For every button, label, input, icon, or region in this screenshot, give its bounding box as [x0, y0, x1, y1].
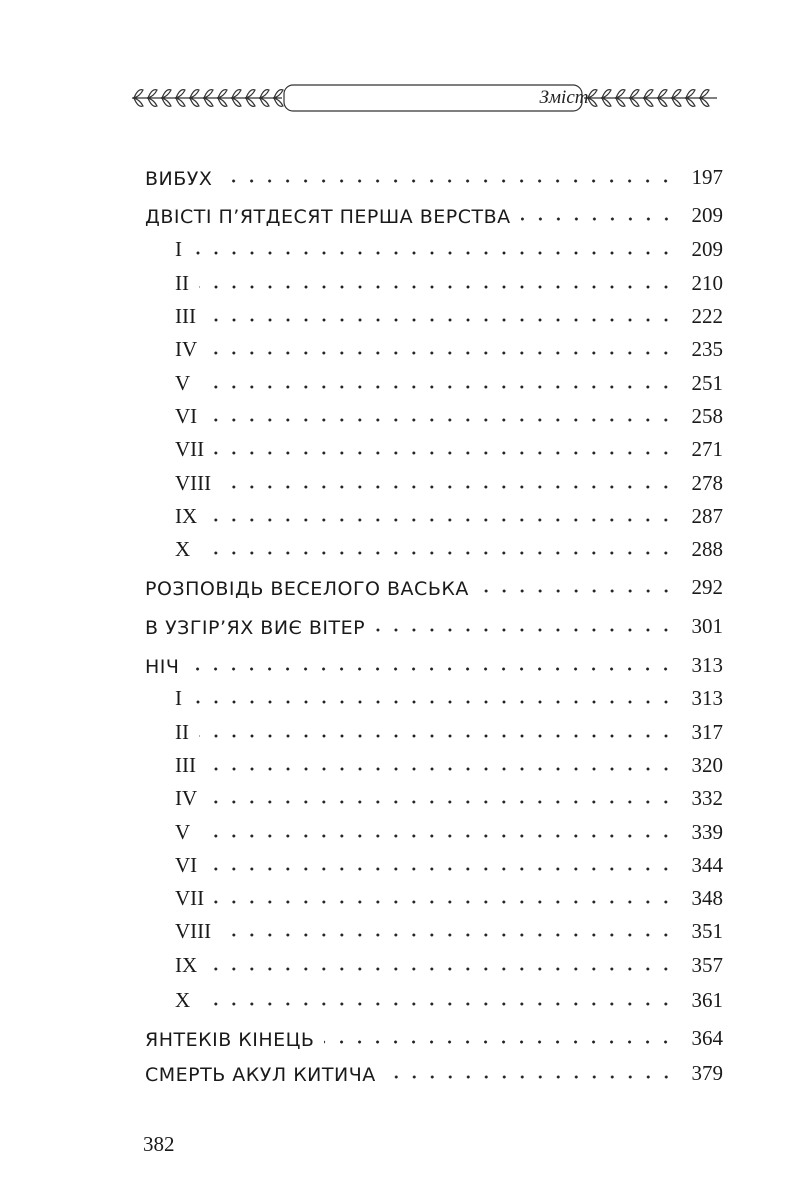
toc-chapter[interactable]	[145, 198, 723, 228]
toc-entry-title: СМЕРТЬ АКУЛ КИТИЧА	[145, 1064, 376, 1086]
toc-section[interactable]	[145, 266, 723, 296]
toc-section[interactable]	[145, 432, 723, 462]
toc-entry-page: 357	[691, 953, 723, 977]
toc-entry-page: 313	[691, 653, 723, 677]
toc-entry-page: 292	[691, 575, 723, 599]
toc-entry-title: IV	[175, 786, 198, 810]
toc-entry-title: РОЗПОВІДЬ ВЕСЕЛОГО ВАСЬКА	[145, 578, 469, 600]
toc-entry-page: 317	[691, 720, 723, 744]
toc-entry-title: IX	[175, 953, 198, 977]
toc-entry-page: 313	[691, 686, 723, 710]
dot-leader	[207, 867, 675, 871]
toc-section[interactable]	[145, 881, 723, 911]
toc-chapter[interactable]	[145, 160, 723, 190]
toc-entry-page: 301	[691, 614, 723, 638]
dot-leader	[192, 251, 675, 255]
toc-chapter[interactable]	[145, 1056, 723, 1086]
toc-entry-page: 332	[691, 786, 723, 810]
toc-entry-title: II	[175, 271, 189, 295]
toc-section[interactable]	[145, 748, 723, 778]
dot-leader	[222, 179, 675, 183]
dot-leader	[199, 734, 675, 738]
toc-entry-page: 364	[691, 1026, 723, 1050]
toc-section[interactable]	[145, 299, 723, 329]
toc-entry-title: VII	[175, 437, 205, 461]
toc-section[interactable]	[145, 366, 723, 396]
dot-leader	[207, 518, 675, 522]
toc-entry-title: VI	[175, 404, 198, 428]
toc-entry-title: VIII	[175, 919, 212, 943]
contents-header	[132, 84, 717, 112]
dot-leader	[189, 667, 675, 671]
toc-section[interactable]	[145, 815, 723, 845]
toc-section[interactable]	[145, 914, 723, 944]
toc-section[interactable]	[145, 499, 723, 529]
toc-section[interactable]	[145, 681, 723, 711]
toc-entry-title: VIII	[175, 471, 212, 495]
toc-entry-title: VI	[175, 853, 198, 877]
dot-leader	[192, 700, 675, 704]
toc-entry-page: 320	[691, 753, 723, 777]
toc-chapter[interactable]	[145, 1021, 723, 1051]
toc-section[interactable]	[145, 232, 723, 262]
toc-entry-title: I	[175, 686, 182, 710]
toc-entry-page: 222	[691, 304, 723, 328]
dot-leader	[199, 285, 675, 289]
dot-leader	[207, 800, 675, 804]
toc-entry-title: V	[175, 371, 191, 395]
toc-entry-page: 197	[691, 165, 723, 189]
toc-section[interactable]	[145, 332, 723, 362]
toc-entry-title: V	[175, 820, 191, 844]
toc-section[interactable]	[145, 715, 723, 745]
dot-leader	[200, 1002, 675, 1006]
toc-section[interactable]	[145, 848, 723, 878]
dot-leader	[324, 1040, 675, 1044]
dot-leader	[206, 318, 675, 322]
dot-leader	[214, 451, 675, 455]
dot-leader	[521, 217, 675, 221]
toc-section[interactable]	[145, 532, 723, 562]
dot-leader	[214, 900, 675, 904]
toc-entry-page: 361	[691, 988, 723, 1012]
toc-chapter[interactable]	[145, 609, 723, 639]
dot-leader	[200, 834, 675, 838]
toc-chapter[interactable]	[145, 648, 723, 678]
dot-leader	[221, 485, 675, 489]
toc-entry-title: II	[175, 720, 189, 744]
toc-entry-title: VII	[175, 886, 205, 910]
toc-chapter[interactable]	[145, 570, 723, 600]
toc-entry-title: ЯНТЕКІВ КІНЕЦЬ	[145, 1029, 315, 1051]
toc-entry-page: 287	[691, 504, 723, 528]
toc-section[interactable]	[145, 466, 723, 496]
toc-section[interactable]	[145, 399, 723, 429]
dot-leader	[479, 589, 675, 593]
toc-section[interactable]	[145, 983, 723, 1013]
toc-entry-page: 209	[691, 237, 723, 261]
dot-leader	[207, 967, 675, 971]
toc-entry-title: НІЧ	[145, 656, 180, 678]
page-number: 382	[143, 1132, 175, 1156]
toc-entry-title: X	[175, 988, 191, 1012]
toc-entry-page: 339	[691, 820, 723, 844]
toc-entry-title: ДВІСТІ П’ЯТДЕСЯТ ПЕРША ВЕРСТВА	[145, 206, 511, 228]
toc-entry-page: 288	[691, 537, 723, 561]
dot-leader	[375, 628, 675, 632]
toc-entry-page: 209	[691, 203, 723, 227]
toc-entry-page: 251	[691, 371, 723, 395]
dot-leader	[200, 551, 675, 555]
dot-leader	[386, 1075, 675, 1079]
dot-leader	[207, 418, 675, 422]
toc-section[interactable]	[145, 781, 723, 811]
toc-entry-title: ВИБУХ	[145, 168, 213, 190]
toc-entry-page: 348	[691, 886, 723, 910]
toc-entry-page: 379	[691, 1061, 723, 1085]
toc-entry-page: 271	[691, 437, 723, 461]
toc-entry-title: I	[175, 237, 182, 261]
toc-entry-title: III	[175, 304, 196, 328]
toc-entry-page: 278	[691, 471, 723, 495]
dot-leader	[221, 933, 675, 937]
dot-leader	[207, 351, 675, 355]
dot-leader	[206, 767, 675, 771]
toc-entry-page: 210	[691, 271, 723, 295]
toc-entry-title: В УЗГІР’ЯХ ВИЄ ВІТЕР	[145, 617, 366, 639]
toc-entry-title: IX	[175, 504, 198, 528]
toc-entry-page: 258	[691, 404, 723, 428]
toc-entry-title: X	[175, 537, 191, 561]
toc-entry-page: 344	[691, 853, 723, 877]
toc-section[interactable]	[145, 948, 723, 978]
toc-entry-page: 351	[691, 919, 723, 943]
toc-entry-title: III	[175, 753, 196, 777]
contents-title: Зміст	[539, 87, 589, 108]
dot-leader	[200, 385, 675, 389]
toc-entry-title: IV	[175, 337, 198, 361]
toc-entry-page: 235	[691, 337, 723, 361]
